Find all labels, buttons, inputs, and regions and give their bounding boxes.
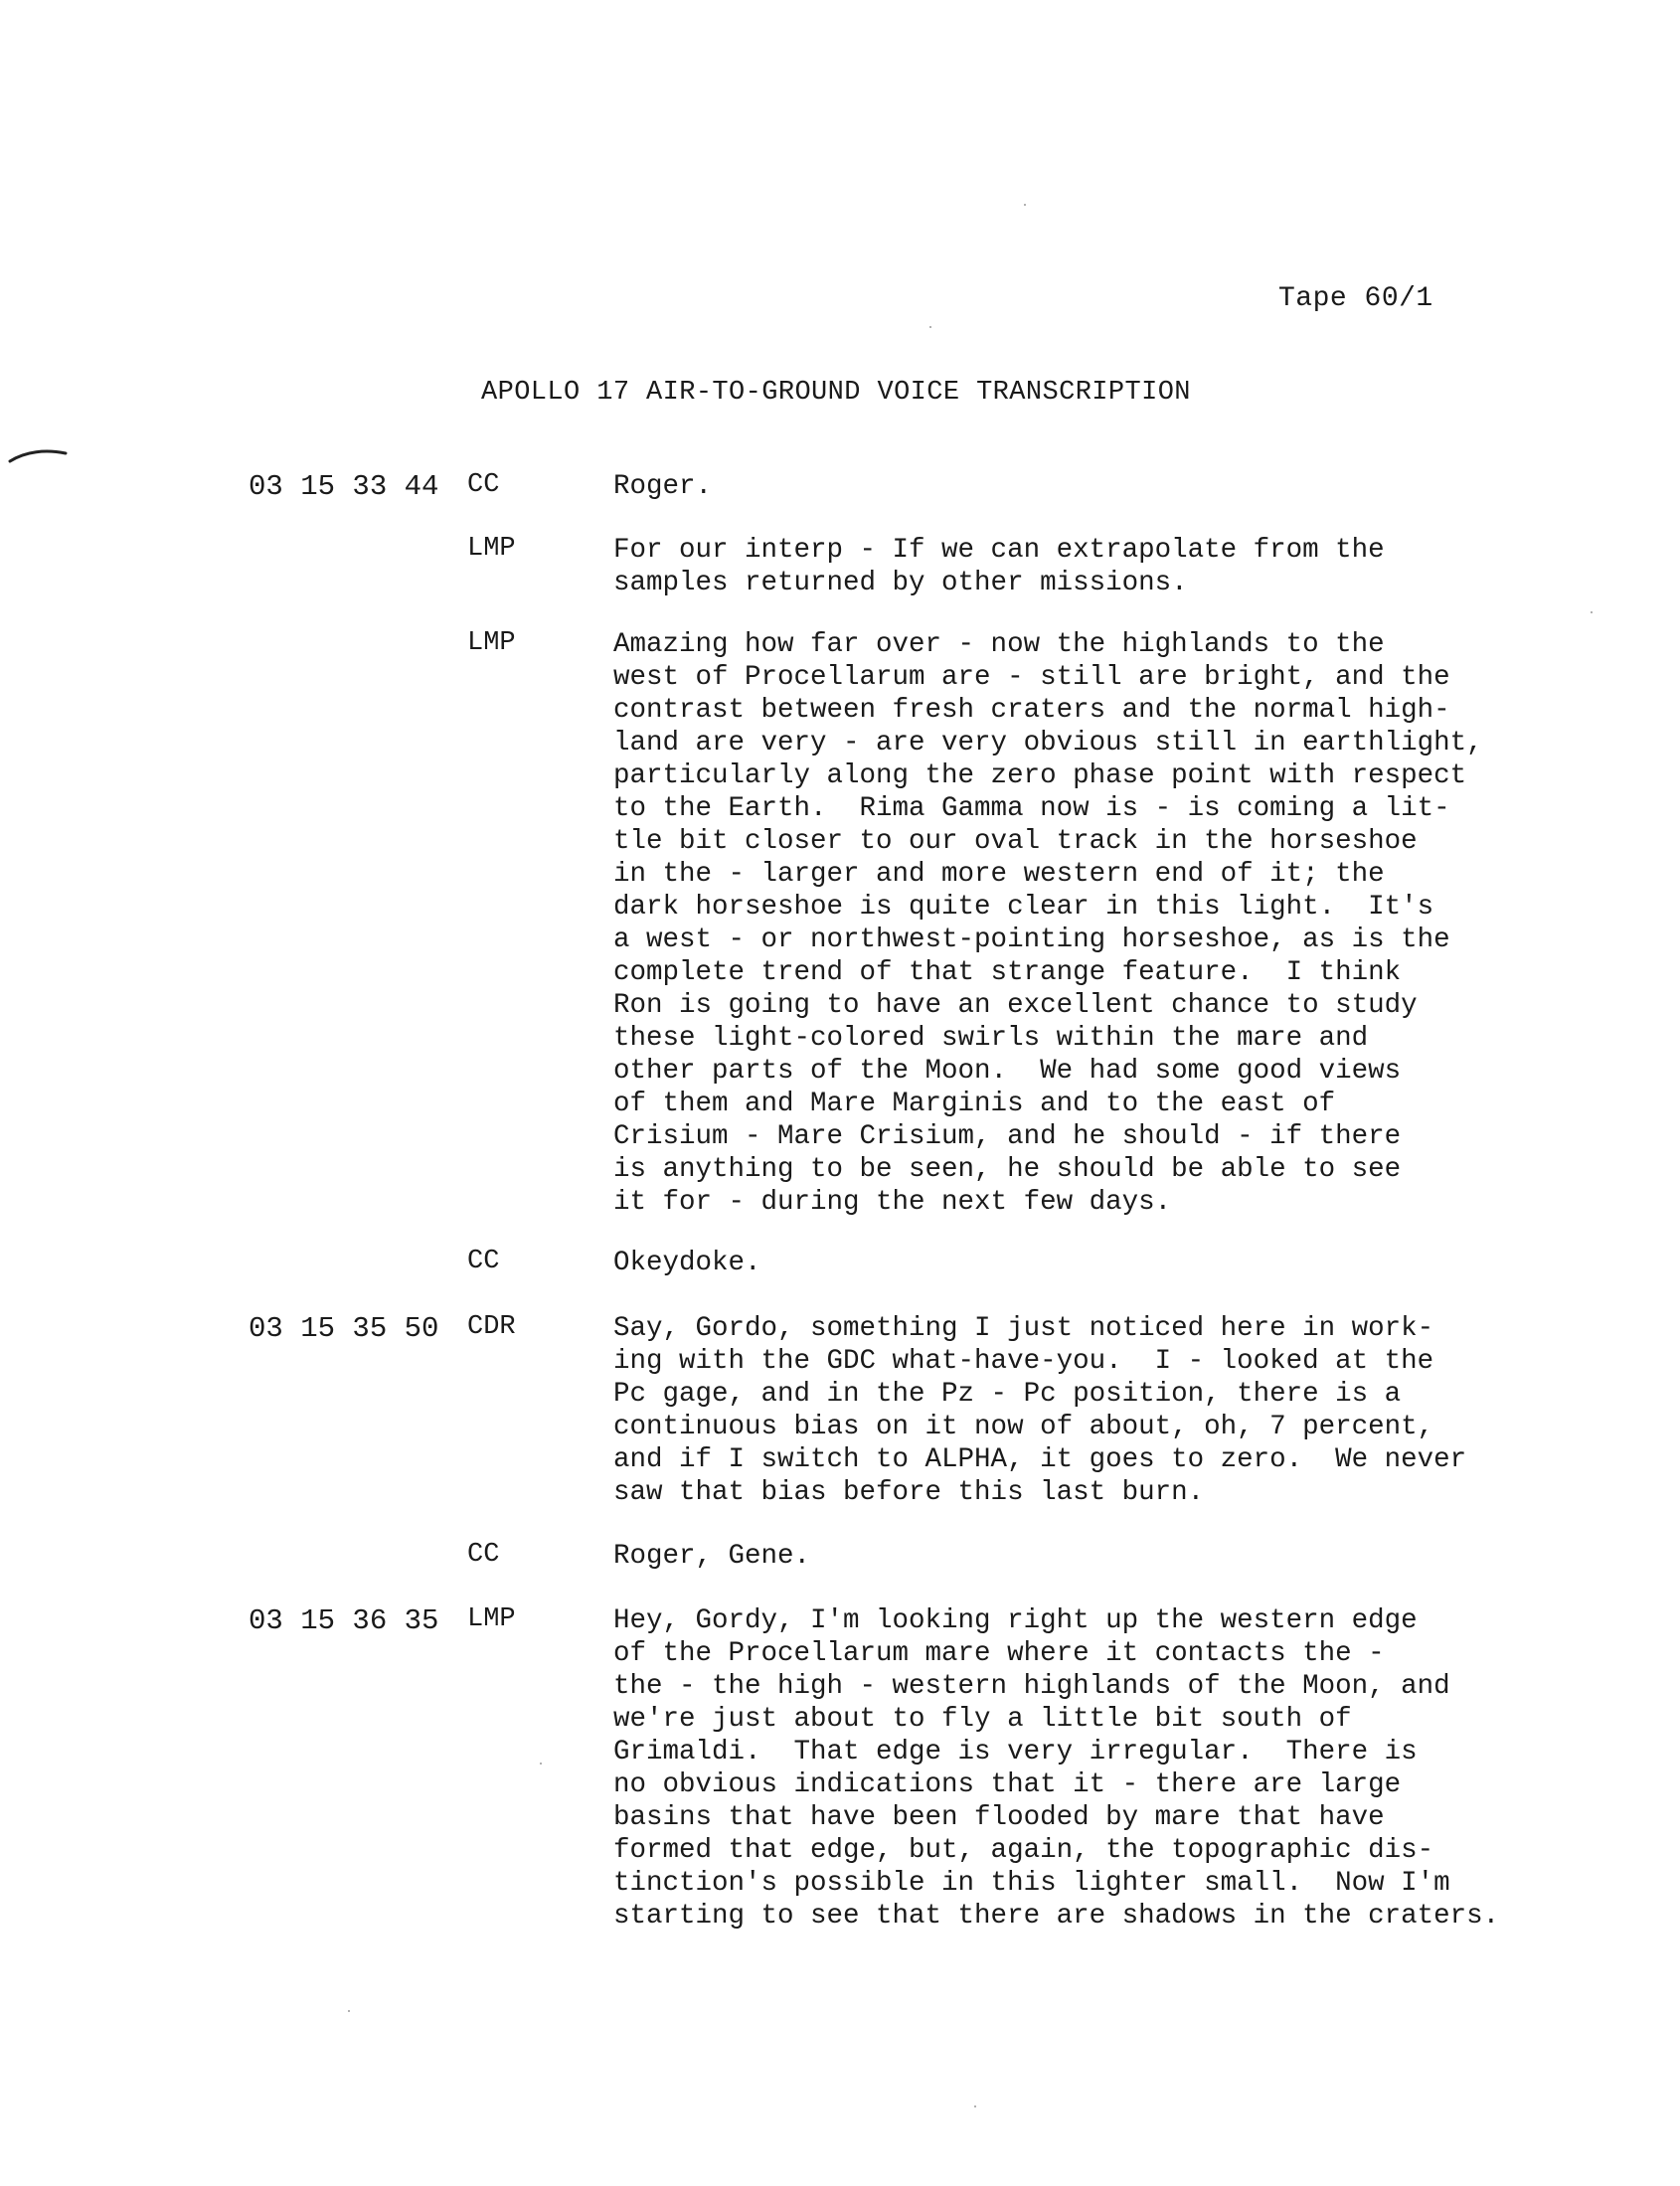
entry-speaker: CDR: [467, 1312, 516, 1342]
entry-timestamp: 03 15 36 35: [249, 1604, 439, 1637]
tape-number: Tape 60/1: [1278, 283, 1433, 314]
entry-text: Hey, Gordy, I'm looking right up the western edge of the Procellarum mare where it contacts the - the - the high - western highlands of the Moon, and we're just about to fly a little bit south of Grimaldi. That edge is very irregular. There is no obvious indications that it - there are large basins that have been flooded by mare that have formed that edge, but, again, the topographic dis- tinction's possible in this lighter small. Now I'm starting to see that there are shadows in the craters.: [613, 1605, 1500, 1932]
entry-speaker: LMP: [467, 534, 516, 564]
entry-speaker: CC: [467, 1540, 500, 1570]
entry-speaker: LMP: [467, 1604, 516, 1634]
entry-speaker: LMP: [467, 628, 516, 658]
entry-text: Okeydoke.: [613, 1248, 761, 1278]
scan-speck: [348, 2010, 350, 2012]
entry-timestamp: 03 15 33 44: [249, 470, 439, 503]
scan-speck: [1591, 611, 1593, 613]
entry-text: For our interp - If we can extrapolate from the samples returned by other missions.: [613, 535, 1385, 598]
entry-timestamp: 03 15 35 50: [249, 1312, 439, 1345]
entry-speaker: CC: [467, 470, 500, 500]
scan-speck: [1024, 204, 1026, 206]
margin-mark-icon: [8, 445, 68, 465]
scan-speck: [929, 326, 931, 328]
scan-speck: [540, 1763, 542, 1765]
entry-text: Roger.: [613, 471, 713, 502]
entry-text: Say, Gordo, something I just noticed here in work- ing with the GDC what-have-you. I - looked at the Pc gage, and in the Pz - Pc position, there is a continuous bias on it now of about, oh, 7 percent, and if I switch to ALPHA, it goes to zero. We never saw that bias before this last burn.: [613, 1313, 1467, 1508]
entry-text: Roger, Gene.: [613, 1541, 811, 1572]
scan-speck: [974, 2105, 976, 2107]
entry-speaker: CC: [467, 1247, 500, 1276]
document-title: APOLLO 17 AIR-TO-GROUND VOICE TRANSCRIPTION: [481, 378, 1191, 408]
entry-text: Amazing how far over - now the highlands to the west of Procellarum are - still are bright, and the contrast between fresh craters and the normal high- land are very - are very obvious still in earthlight, particularly along the zero phase point with respect to the Earth. Rima Gamma now is - is coming a lit- tle bit closer to our oval track in the horseshoe in the - larger and more western end of it; the dark horseshoe is quite clear in this light. It's a west - or northwest-pointing horseshoe, as is the complete trend of that strange feature. I think Ron is going to have an excellent chance to study these light-colored swirls within the mare and other parts of the Moon. We had some good views of them and Mare Marginis and to the east of Crisium - Mare Crisium, and he should - if there is anything to be seen, he should be able to see it for - during the next few days.: [613, 629, 1483, 1218]
